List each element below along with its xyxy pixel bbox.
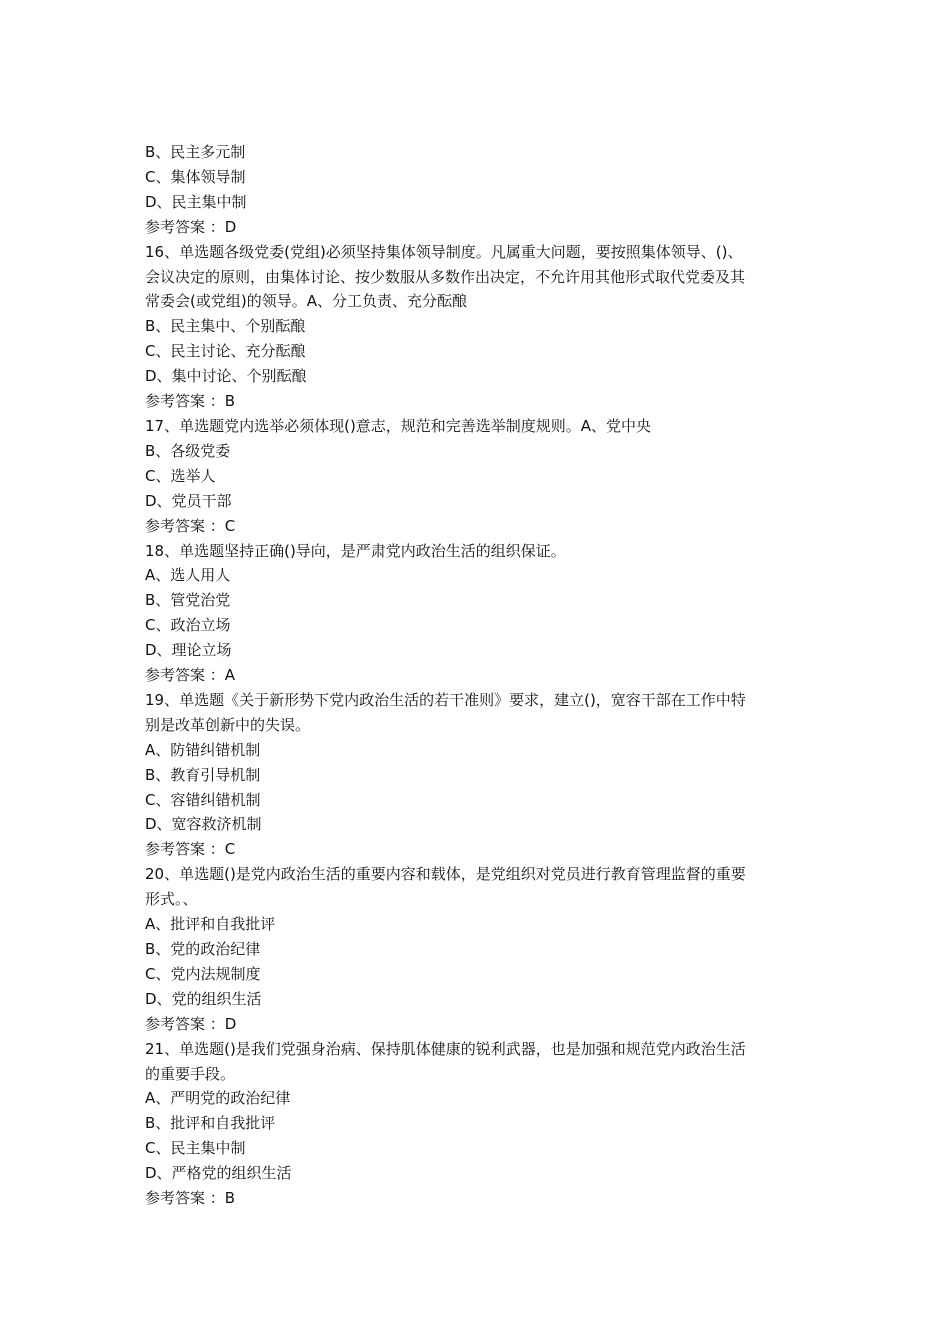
option-text: C、民主讨论、充分酝酿 [145, 342, 306, 361]
answer-text: 参考答案 ：C [145, 840, 236, 859]
option-text: A、防错纠错机制 [145, 740, 261, 759]
answer-text: 参考答案 ：B [145, 392, 236, 411]
option-text: A、严明党的政治纪律 [145, 1089, 291, 1108]
option-text: B、党的政治纪律 [145, 940, 261, 958]
option-text: D、党的组织生活 [145, 989, 262, 1008]
option-text: C、党内法规制度 [145, 964, 261, 983]
question-text: 16、单选题各级党委(党组)必须坚持集体领导制度。凡属重大问题，要按照集体领导、()、 [145, 242, 743, 261]
answer-text: 参考答案 ：A [145, 666, 236, 685]
option-text: B、批评和自我批评 [145, 1114, 276, 1133]
question-text: 18、单选题坚持正确()导向，是严肃党内政治生活的组织保证。 [145, 541, 566, 560]
question-text: 21、单选题()是我们党强身治病、保持肌体健康的锐利武器，也是加强和规范党内政治生活 [145, 1039, 746, 1058]
option-text: B、民主集中、个别酝酿 [145, 317, 306, 336]
option-text: C、容错纠错机制 [145, 790, 261, 809]
option-text: D、党员干部 [145, 491, 232, 510]
question-text: 19、单选题《关于新形势下党内政治生活的若干准则》要求，建立()，宽容干部在工作中特 [145, 690, 746, 709]
option-text: C、民主集中制 [145, 1139, 246, 1158]
answer-text: 参考答案 ：D [145, 1014, 237, 1033]
question-text: 常委会(或党组)的领导。A、分工负责、充分酝酿 [145, 292, 467, 311]
option-text: D、集中讨论、个别酝酿 [145, 367, 307, 386]
question-text: 形式。、 [145, 890, 198, 909]
answer-text: 参考答案 ：D [145, 217, 237, 236]
option-text: B、民主多元制 [145, 143, 246, 161]
option-text: D、严格党的组织生活 [145, 1164, 292, 1183]
question-text: 会议决定的原则，由集体讨论、按少数服从多数作出决定，不允许用其他形式取代党委及其 [145, 267, 746, 286]
answer-text: 参考答案 ：C [145, 516, 236, 535]
option-text: B、教育引导机制 [145, 765, 261, 784]
option-text: D、宽容救济机制 [145, 815, 262, 834]
question-text: 的重要手段。 [145, 1064, 236, 1083]
option-text: B、各级党委 [145, 441, 231, 460]
option-text: B、管党治党 [145, 591, 231, 610]
option-text: A、批评和自我批评 [145, 915, 276, 934]
option-text: D、理论立场 [145, 641, 232, 660]
answer-text: 参考答案 ：B [145, 1189, 236, 1208]
document-body [145, 140, 810, 1211]
option-text: C、选举人 [145, 466, 216, 485]
option-text: A、选人用人 [145, 566, 231, 585]
question-text: 别是改革创新中的失误。 [145, 715, 311, 734]
question-text: 17、单选题党内选举必须体现()意志，规范和完善选举制度规则。A、党中央 [145, 416, 652, 435]
option-text: C、政治立场 [145, 616, 231, 635]
question-text: 20、单选题()是党内政治生活的重要内容和载体，是党组织对党员进行教育管理监督的重要 [145, 865, 746, 884]
option-text: C、集体领导制 [145, 167, 246, 186]
option-text: D、民主集中制 [145, 192, 247, 211]
